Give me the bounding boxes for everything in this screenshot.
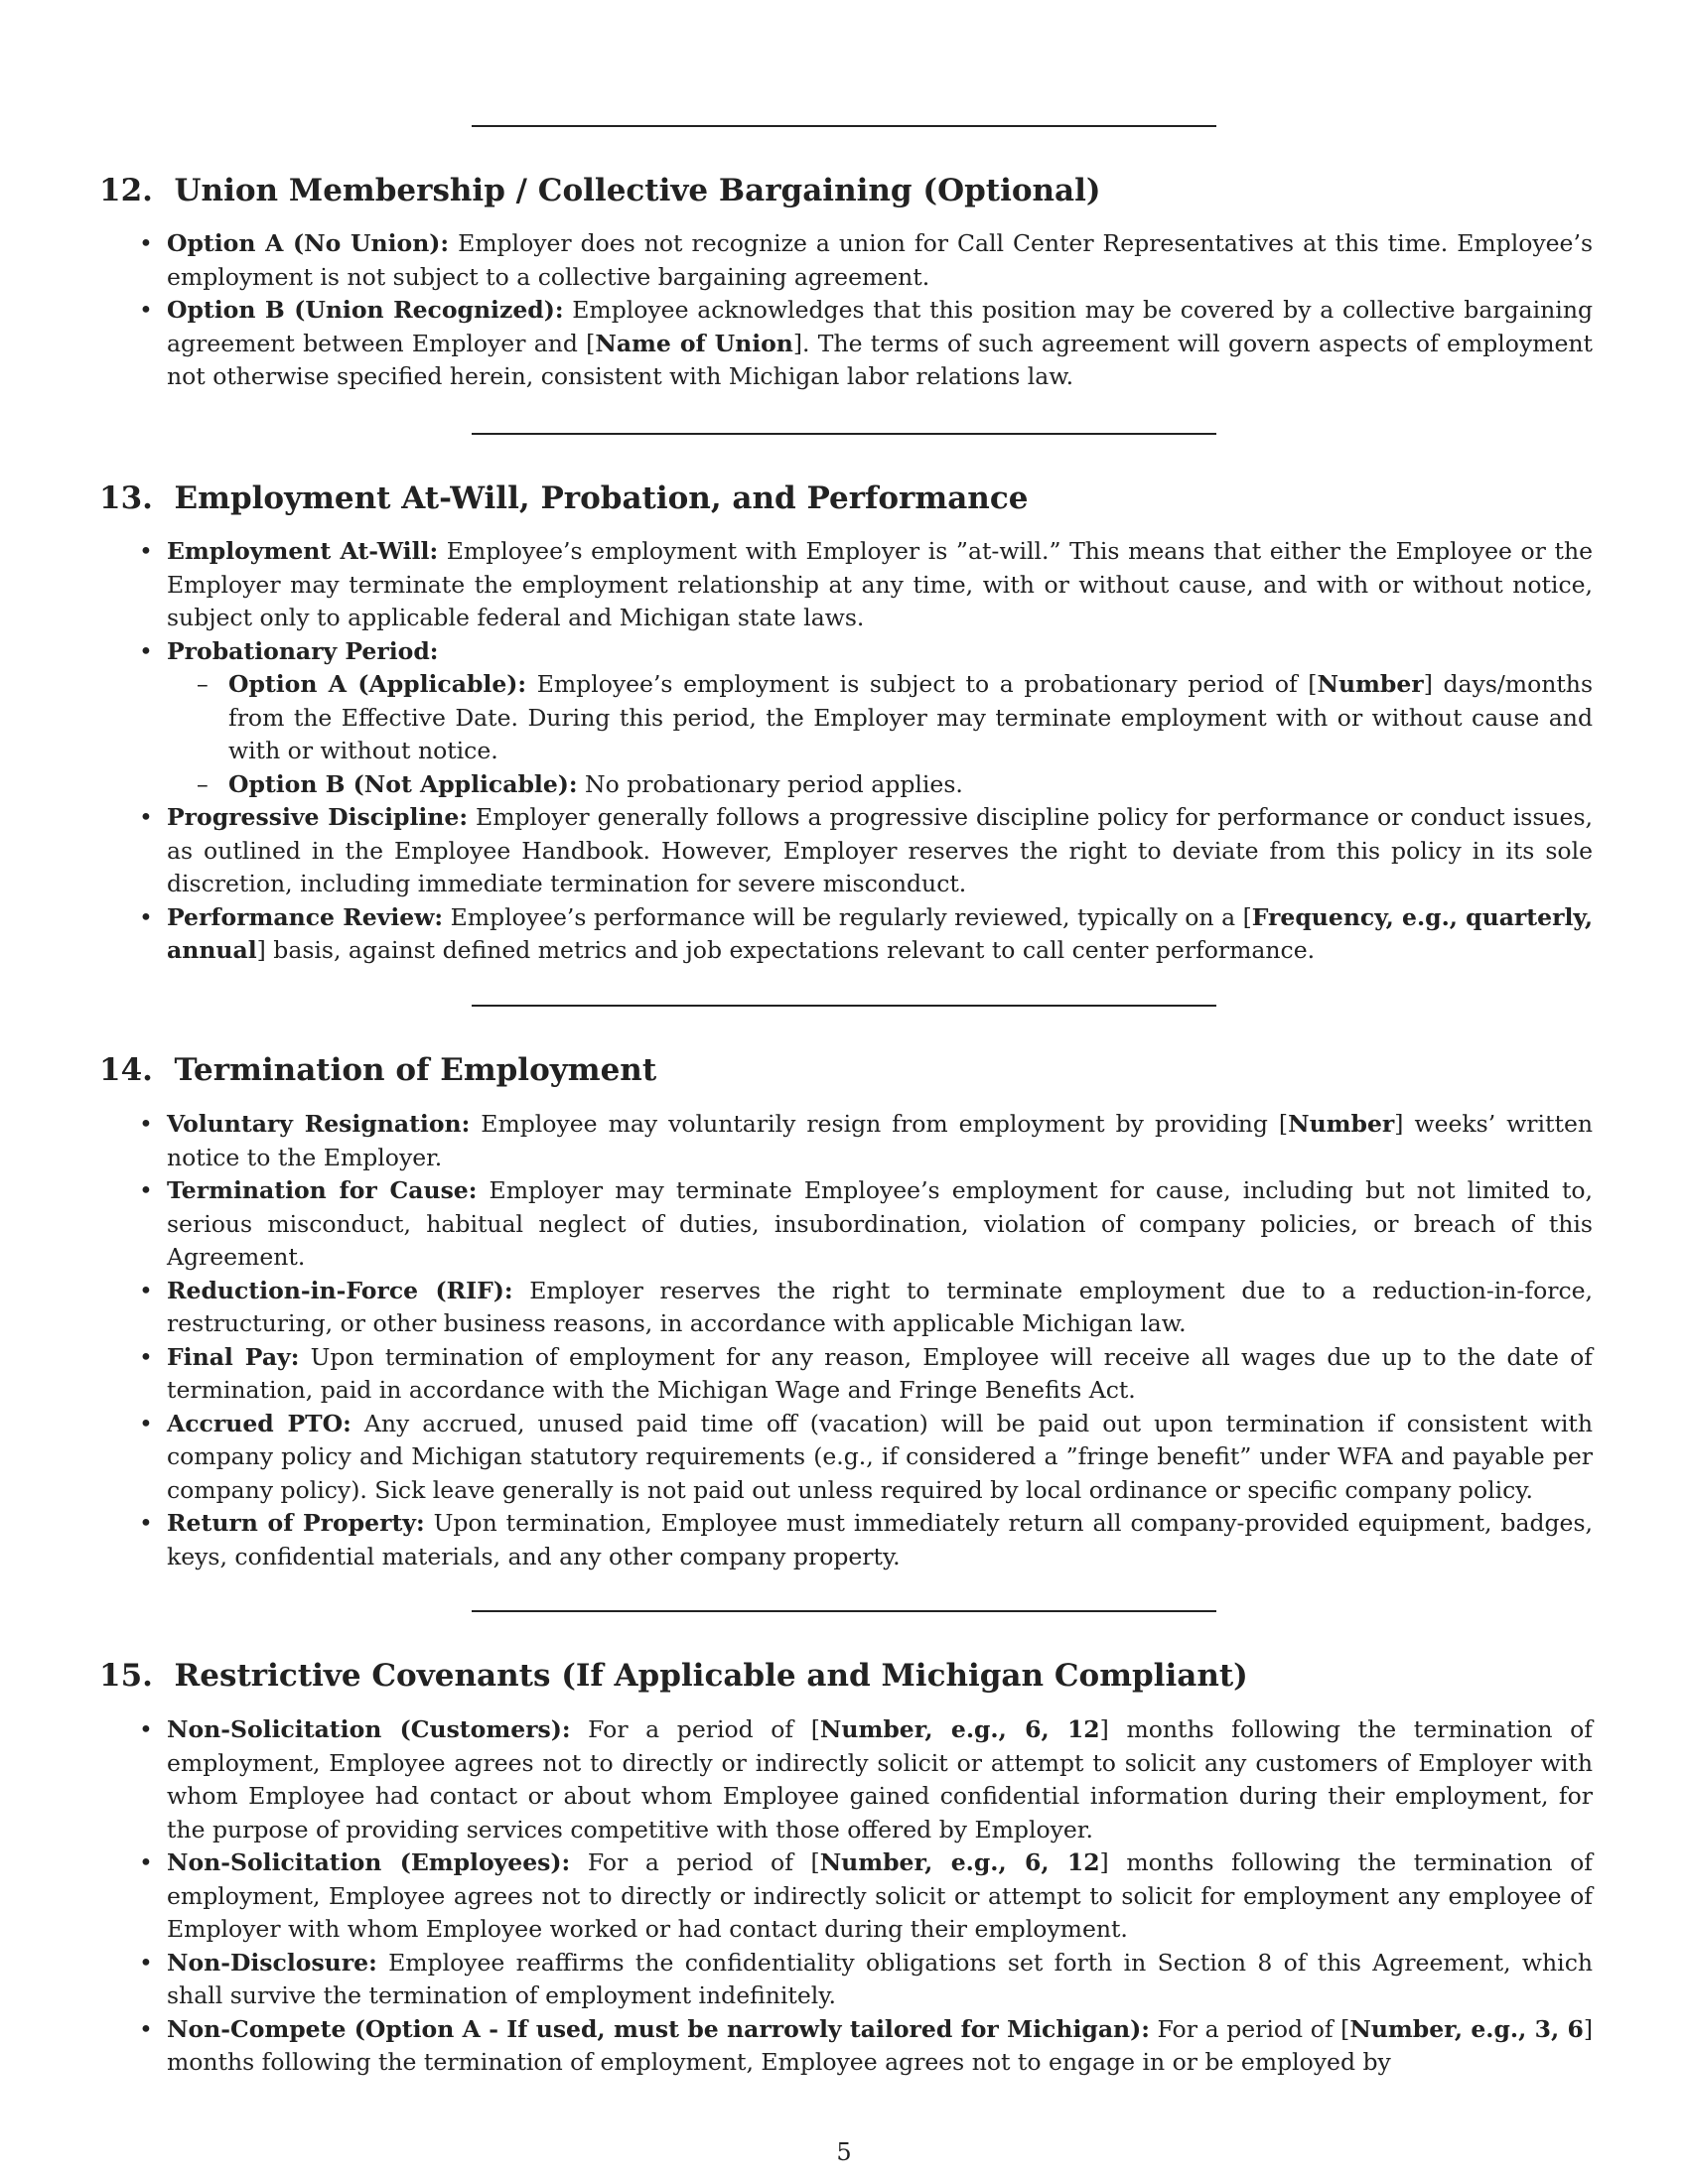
item-text: Employer reserves the right to terminate employment due to a reduction-in-force, restructuring, or other business reasons, in accordance with applicable Michigan law. (167, 1276, 1593, 1337)
item-text: For a period of [ (570, 1848, 820, 1876)
section-12-list (0, 227, 1688, 394)
section-divider (472, 433, 1216, 435)
list-item (0, 1947, 1688, 2013)
section-divider (472, 1005, 1216, 1007)
item-text: For a period of [ (1149, 2014, 1350, 2043)
list-item (0, 1341, 1688, 1408)
placeholder-field: Frequency, e.g., quarterly, annual (167, 902, 1594, 964)
section-12-heading: 12. Union Membership / Collective Bargaining (Optional) (99, 173, 1101, 208)
section-15-heading: 15. Restrictive Covenants (If Applicable and Michigan Compliant) (99, 1658, 1248, 1694)
item-label: Option B (Not Applicable): (228, 769, 578, 798)
item-label: Termination for Cause: (167, 1176, 478, 1204)
item-text: ] months following the termination of employment, Employee agrees not to directly or indirectly solicit or attempt to solicit any customers of Employer with whom Employee had contact or about whom Employee gained confidential information during their employment, for the purpose of providing services competitive with those offered by Employer. (167, 1715, 1593, 1843)
item-text: ]. The terms of such agreement will govern aspects of employment not otherwise specified herein, consistent with Michigan labor relations law. (167, 329, 1593, 390)
item-text: Employee’s employment is subject to a probationary period of [ (526, 670, 1318, 698)
item-text: Employee’s employment with Employer is ”at-will.” This means that either the Employee or the Employer may terminate the employment relationship at any time, with or without cause, and with or without notice, subject only to applicable federal and Michigan state laws. (167, 537, 1593, 631)
item-text: Upon termination of employment for any reason, Employee will receive all wages due up to the date of termination, paid in accordance with the Michigan Wage and Fringe Benefits Act. (167, 1342, 1593, 1404)
section-divider (472, 1610, 1216, 1612)
list-item (0, 1408, 1688, 1508)
item-text: Employee may voluntarily resign from employment by providing [ (470, 1110, 1289, 1138)
placeholder-field: Number, e.g., 6, 12 (819, 1848, 1100, 1876)
item-text: ] days/months from the Effective Date. During this period, the Employer may terminate employment with or without cause and with or without notice. (228, 670, 1594, 764)
list-item (0, 1275, 1688, 1341)
list-item (0, 294, 1688, 394)
item-text: ] basis, against defined metrics and job expectations relevant to call center performance. (256, 936, 1316, 964)
section-13-heading: 13. Employment At-Will, Probation, and Performance (99, 480, 1029, 516)
sub-list (167, 668, 1593, 801)
placeholder-field: Number (1288, 1110, 1395, 1138)
item-text: ] weeks’ written notice to the Employer. (167, 1110, 1593, 1171)
item-text: Any accrued, unused paid time off (vacation) will be paid out upon termination if consistent with company policy and Michigan statutory requirements (e.g., if considered a ”fringe benefit” under WFA and payable per company policy). Sick leave generally is not paid out unless required by local ordinance or specific company policy. (167, 1409, 1593, 1504)
placeholder-field: Number, e.g., 6, 12 (819, 1715, 1100, 1743)
list-item (0, 1108, 1688, 1174)
placeholder-field: Name of Union (595, 329, 793, 357)
section-14-heading: 14. Termination of Employment (99, 1052, 657, 1088)
item-label: Voluntary Resignation: (167, 1110, 471, 1138)
list-item (0, 1846, 1688, 1947)
item-label: Option A (Applicable): (228, 670, 527, 698)
item-text: Employee’s performance will be regularly reviewed, typically on a [ (443, 902, 1252, 931)
item-text: Employee reaffirms the confidentiality obligations set forth in Section 8 of this Agreement, which shall survive the termination of employment indefinitely. (167, 1948, 1593, 2009)
list-item (0, 227, 1688, 294)
section-14-list (0, 1108, 1688, 1573)
item-label: Probationary Period: (167, 636, 439, 665)
item-label: Non-Compete (Option A - If used, must be narrowly tailored for Michigan): (167, 2014, 1150, 2043)
item-label: Employment At-Will: (167, 537, 439, 565)
list-item (0, 2013, 1688, 2080)
item-label: Option B (Union Recognized): (167, 296, 564, 324)
list-item (0, 635, 1688, 802)
sub-list-item (167, 668, 1593, 768)
item-text: Upon termination, Employee must immediately return all company-provided equipment, badges, keys, confidential materials, and any other company property. (167, 1509, 1593, 1570)
page-number: 5 (836, 2138, 852, 2166)
section-13-list (0, 535, 1688, 968)
item-text: Employee acknowledges that this position may be covered by a collective bargaining agreement between Employer and [ (167, 296, 1593, 357)
item-text: Employer may terminate Employee’s employment for cause, including but not limited to, serious misconduct, habitual neglect of duties, insubordination, violation of company policies, or breach of this Agreement. (167, 1176, 1593, 1271)
placeholder-field: Number (1317, 670, 1424, 698)
item-label: Reduction-in-Force (RIF): (167, 1276, 513, 1304)
item-text: Employer does not recognize a union for Call Center Representatives at this time. Employee’s employment is not subject to a collective bargaining agreement. (167, 229, 1593, 291)
item-label: Final Pay: (167, 1342, 300, 1371)
item-label: Non-Solicitation (Customers): (167, 1715, 571, 1743)
item-text: For a period of [ (570, 1715, 820, 1743)
item-label: Performance Review: (167, 902, 444, 931)
item-label: Accrued PTO: (167, 1409, 352, 1437)
list-item (0, 901, 1688, 968)
item-text: No probationary period applies. (577, 769, 963, 798)
sub-list-item (167, 768, 1593, 802)
list-item (0, 1713, 1688, 1846)
list-item (0, 535, 1688, 635)
item-label: Option A (No Union): (167, 229, 450, 257)
item-label: Progressive Discipline: (167, 803, 469, 831)
list-item (0, 1174, 1688, 1275)
section-divider (472, 125, 1216, 127)
item-text: ] months following the termination of employment, Employee agrees not to directly or indirectly solicit or attempt to solicit for employment any employee of Employer with whom Employee worked or had contact during their employment. (167, 1848, 1594, 1943)
item-label: Non-Solicitation (Employees): (167, 1848, 571, 1876)
list-item (0, 801, 1688, 901)
item-text: Employer generally follows a progressive discipline policy for performance or conduct issues, as outlined in the Employee Handbook. However, Employer reserves the right to deviate from this policy in its sole discretion, including immediate termination for severe misconduct. (167, 803, 1593, 897)
item-label: Non-Disclosure: (167, 1948, 377, 1977)
item-label: Return of Property: (167, 1509, 425, 1537)
item-text: ] months following the termination of employment, Employee agrees not to engage in or be employed by (167, 2014, 1593, 2076)
list-item (0, 1507, 1688, 1573)
section-15-list (0, 1713, 1688, 2080)
placeholder-field: Number, e.g., 3, 6 (1349, 2014, 1584, 2043)
